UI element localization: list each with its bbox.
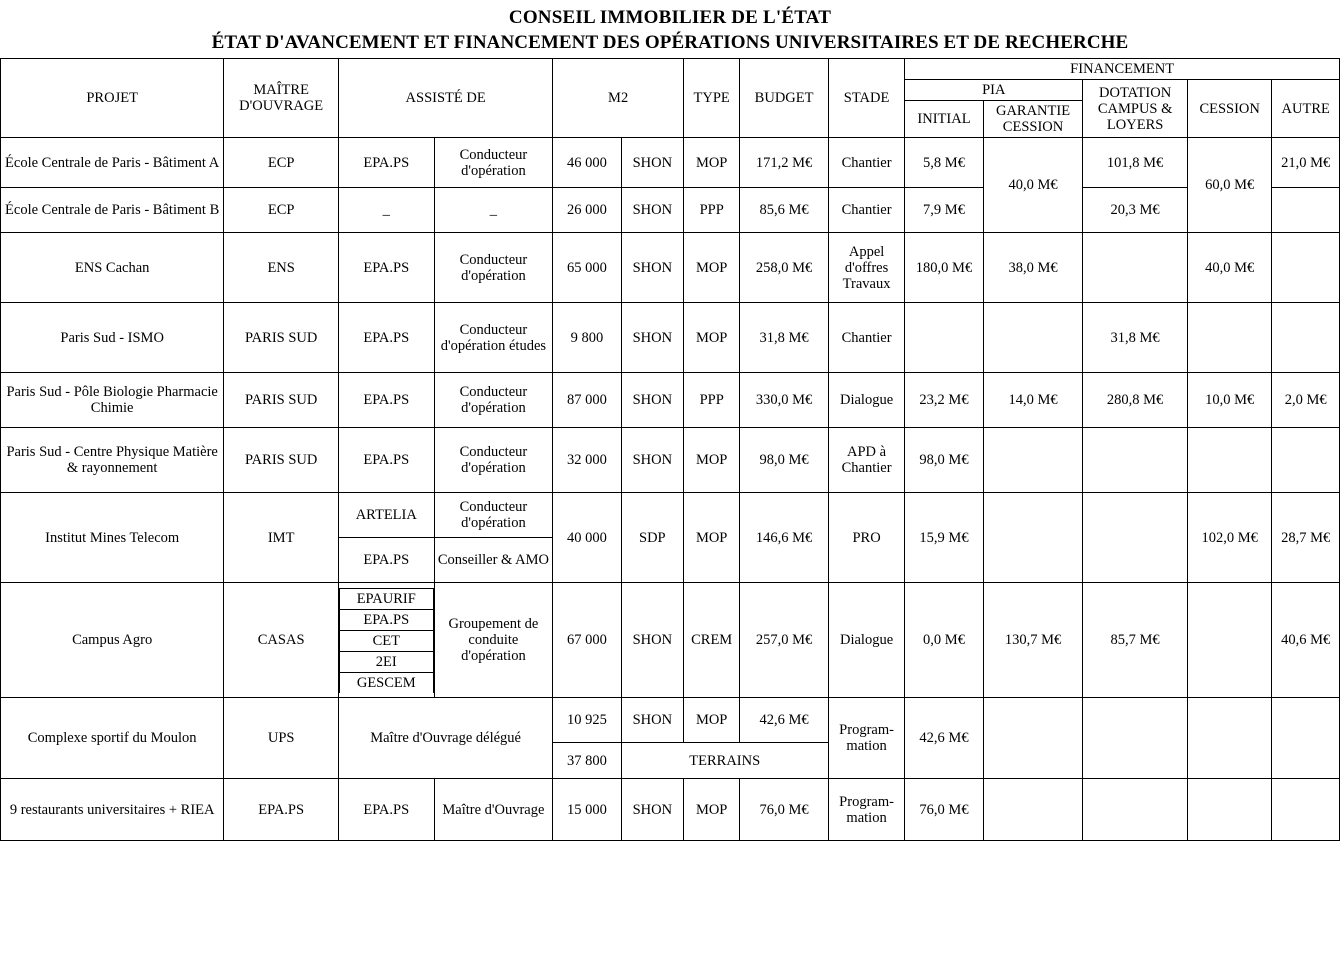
cell-autre — [1272, 428, 1340, 493]
cell-maitre: ECP — [224, 138, 339, 188]
cell-autre: 21,0 M€ — [1272, 138, 1340, 188]
cell-budget: 42,6 M€ — [740, 698, 829, 743]
cell-maitre: ENS — [224, 233, 339, 303]
cell-autre — [1272, 188, 1340, 233]
cell-garantie: 40,0 M€ — [983, 138, 1083, 233]
cell-budget: 330,0 M€ — [740, 373, 829, 428]
cell-m2: 9 800 — [553, 303, 621, 373]
cell-assiste-role: Conducteur d'opération — [434, 233, 553, 303]
cell-budget: 171,2 M€ — [740, 138, 829, 188]
assiste-org-item: EPA.PS — [339, 609, 433, 630]
assiste-org-row — [339, 651, 433, 672]
cell-unite: SHON — [621, 698, 683, 743]
cell-unite: SHON — [621, 303, 683, 373]
cell-assiste-role: Maître d'Ouvrage délégué — [338, 698, 552, 779]
cell-maitre: UPS — [224, 698, 339, 779]
cell-projet: Paris Sud - Centre Physique Matière & rayonnement — [1, 428, 224, 493]
cell-budget: 85,6 M€ — [740, 188, 829, 233]
cell-projet: 9 restaurants universitaires + RIEA — [1, 779, 224, 841]
cell-initial: 76,0 M€ — [905, 779, 983, 841]
table-row — [1, 303, 1340, 373]
cell-cession — [1187, 583, 1271, 698]
header-type: TYPE — [684, 59, 740, 138]
cell-projet: École Centrale de Paris - Bâtiment A — [1, 138, 224, 188]
header-garantie-cession: GARANTIE CESSION — [983, 101, 1083, 138]
cell-m2: 46 000 — [553, 138, 621, 188]
cell-unite: SHON — [621, 583, 683, 698]
cell-cession — [1187, 698, 1271, 779]
title-line-2: ÉTAT D'AVANCEMENT ET FINANCEMENT DES OPÉRATIONS UNIVERSITAIRES ET DE RECHERCHE — [211, 32, 1129, 53]
header-stade: STADE — [828, 59, 904, 138]
cell-initial: 23,2 M€ — [905, 373, 983, 428]
cell-unite: SHON — [621, 428, 683, 493]
cell-m2: 10 925 — [553, 698, 621, 743]
cell-m2: 67 000 — [553, 583, 621, 698]
assiste-org-item: GESCEM — [339, 672, 433, 693]
cell-type: PPP — [684, 188, 740, 233]
assiste-org-row — [339, 672, 433, 693]
cell-dotation: 85,7 M€ — [1083, 583, 1188, 698]
cell-m2: 15 000 — [553, 779, 621, 841]
cell-projet: Complexe sportif du Moulon — [1, 698, 224, 779]
table-row — [1, 493, 1340, 538]
assiste-org-item: CET — [339, 630, 433, 651]
cell-cession — [1187, 779, 1271, 841]
cell-assiste-org: EPA.PS — [338, 779, 434, 841]
cell-assiste-org: EPA.PS — [338, 373, 434, 428]
cell-dotation — [1083, 428, 1188, 493]
cell-m2-secondary: 37 800 — [553, 743, 621, 779]
cell-budget: 146,6 M€ — [740, 493, 829, 583]
cell-projet: Campus Agro — [1, 583, 224, 698]
cell-maitre: EPA.PS — [224, 779, 339, 841]
cell-cession: 60,0 M€ — [1187, 138, 1271, 233]
cell-assiste-role: Conducteur d'opération — [434, 428, 553, 493]
cell-type: CREM — [684, 583, 740, 698]
header-initial: INITIAL — [905, 101, 983, 138]
cell-unite: SHON — [621, 373, 683, 428]
cell-garantie — [983, 428, 1083, 493]
cell-maitre: CASAS — [224, 583, 339, 698]
cell-assiste-role: Conseiller & AMO — [434, 538, 553, 583]
cell-initial: 7,9 M€ — [905, 188, 983, 233]
cell-dotation — [1083, 233, 1188, 303]
cell-initial: 15,9 M€ — [905, 493, 983, 583]
cell-m2: 26 000 — [553, 188, 621, 233]
cell-stade: Program-mation — [828, 698, 904, 779]
cell-assiste-org: EPA.PS — [338, 538, 434, 583]
cell-stade: Dialogue — [828, 373, 904, 428]
cell-budget: 76,0 M€ — [740, 779, 829, 841]
header-autre: AUTRE — [1272, 80, 1340, 138]
cell-maitre: PARIS SUD — [224, 428, 339, 493]
cell-unite: SHON — [621, 138, 683, 188]
cell-autre: 28,7 M€ — [1272, 493, 1340, 583]
cell-initial: 98,0 M€ — [905, 428, 983, 493]
cell-dotation: 280,8 M€ — [1083, 373, 1188, 428]
cell-dotation — [1083, 779, 1188, 841]
assiste-org-row — [339, 588, 433, 609]
header-m2: M2 — [553, 59, 684, 138]
cell-type: MOP — [684, 779, 740, 841]
table-row — [1, 583, 1340, 698]
table-header — [1, 59, 1340, 138]
cell-budget: 257,0 M€ — [740, 583, 829, 698]
operations-table — [0, 58, 1340, 841]
cell-stade: Dialogue — [828, 583, 904, 698]
cell-stade: Chantier — [828, 188, 904, 233]
cell-assiste-org-list — [338, 583, 434, 698]
cell-maitre: PARIS SUD — [224, 373, 339, 428]
cell-maitre: ECP — [224, 188, 339, 233]
assiste-org-row — [339, 630, 433, 651]
cell-m2: 32 000 — [553, 428, 621, 493]
cell-projet: ENS Cachan — [1, 233, 224, 303]
cell-assiste-role: Conducteur d'opération — [434, 373, 553, 428]
cell-initial — [905, 303, 983, 373]
header-projet: PROJET — [1, 59, 224, 138]
cell-stade: APD à Chantier — [828, 428, 904, 493]
cell-dotation: 101,8 M€ — [1083, 138, 1188, 188]
table-row — [1, 698, 1340, 743]
cell-unite: SHON — [621, 233, 683, 303]
cell-assiste-role: Conducteur d'opération — [434, 493, 553, 538]
cell-assiste-org: EPA.PS — [338, 303, 434, 373]
cell-budget: 258,0 M€ — [740, 233, 829, 303]
header-pia: PIA — [905, 80, 1083, 101]
cell-budget: 98,0 M€ — [740, 428, 829, 493]
cell-initial: 5,8 M€ — [905, 138, 983, 188]
cell-garantie — [983, 303, 1083, 373]
cell-garantie — [983, 779, 1083, 841]
table-row — [1, 188, 1340, 233]
cell-assiste-role: Groupement de conduite d'opération — [434, 583, 553, 698]
cell-type: MOP — [684, 303, 740, 373]
cell-assiste-org: EPA.PS — [338, 138, 434, 188]
table-row — [1, 779, 1340, 841]
cell-projet: Institut Mines Telecom — [1, 493, 224, 583]
cell-m2: 65 000 — [553, 233, 621, 303]
cell-dotation: 31,8 M€ — [1083, 303, 1188, 373]
cell-initial: 180,0 M€ — [905, 233, 983, 303]
cell-assiste-role: Maître d'Ouvrage — [434, 779, 553, 841]
cell-m2: 87 000 — [553, 373, 621, 428]
cell-cession: 10,0 M€ — [1187, 373, 1271, 428]
table-row — [1, 233, 1340, 303]
header-cession: CESSION — [1187, 80, 1271, 138]
cell-autre: 40,6 M€ — [1272, 583, 1340, 698]
cell-autre — [1272, 303, 1340, 373]
cell-m2: 40 000 — [553, 493, 621, 583]
assiste-org-sublist — [339, 588, 434, 693]
table-row — [1, 138, 1340, 188]
header-assiste-de: ASSISTÉ DE — [338, 59, 552, 138]
cell-cession — [1187, 303, 1271, 373]
cell-autre — [1272, 698, 1340, 779]
cell-cession: 102,0 M€ — [1187, 493, 1271, 583]
cell-maitre: IMT — [224, 493, 339, 583]
cell-stade: Appel d'offres Travaux — [828, 233, 904, 303]
cell-unite: SDP — [621, 493, 683, 583]
cell-type: MOP — [684, 138, 740, 188]
cell-garantie: 130,7 M€ — [983, 583, 1083, 698]
cell-unite-secondary: TERRAINS — [621, 743, 828, 779]
cell-projet: École Centrale de Paris - Bâtiment B — [1, 188, 224, 233]
assiste-org-item: 2EI — [339, 651, 433, 672]
cell-type: MOP — [684, 233, 740, 303]
cell-dotation — [1083, 493, 1188, 583]
cell-assiste-org: EPA.PS — [338, 233, 434, 303]
cell-unite: SHON — [621, 779, 683, 841]
table-row — [1, 373, 1340, 428]
assiste-org-item: EPAURIF — [339, 588, 433, 609]
cell-unite: SHON — [621, 188, 683, 233]
cell-autre: 2,0 M€ — [1272, 373, 1340, 428]
cell-type: MOP — [684, 698, 740, 743]
cell-type: PPP — [684, 373, 740, 428]
cell-budget: 31,8 M€ — [740, 303, 829, 373]
cell-assiste-org: ARTELIA — [338, 493, 434, 538]
cell-type: MOP — [684, 428, 740, 493]
header-maitre-ouvrage: MAÎTRE D'OUVRAGE — [224, 59, 339, 138]
header-budget: BUDGET — [740, 59, 829, 138]
table-row — [1, 428, 1340, 493]
cell-stade: Program-mation — [828, 779, 904, 841]
cell-assiste-role: _ — [434, 188, 553, 233]
title-line-1: CONSEIL IMMOBILIER DE L'ÉTAT — [508, 7, 832, 28]
table-body — [1, 138, 1340, 841]
cell-garantie — [983, 493, 1083, 583]
cell-garantie: 14,0 M€ — [983, 373, 1083, 428]
header-financement: FINANCEMENT — [905, 59, 1340, 80]
header-row-1 — [1, 59, 1340, 80]
cell-dotation: 20,3 M€ — [1083, 188, 1188, 233]
document-title-block — [0, 0, 1340, 58]
cell-assiste-role: Conducteur d'opération études — [434, 303, 553, 373]
cell-autre — [1272, 779, 1340, 841]
cell-initial: 42,6 M€ — [905, 698, 983, 779]
cell-garantie — [983, 698, 1083, 779]
cell-assiste-role: Conducteur d'opération — [434, 138, 553, 188]
cell-cession: 40,0 M€ — [1187, 233, 1271, 303]
cell-assiste-org: EPA.PS — [338, 428, 434, 493]
cell-garantie: 38,0 M€ — [983, 233, 1083, 303]
cell-assiste-org: _ — [338, 188, 434, 233]
cell-stade: PRO — [828, 493, 904, 583]
assiste-org-row — [339, 609, 433, 630]
cell-stade: Chantier — [828, 303, 904, 373]
cell-cession — [1187, 428, 1271, 493]
cell-initial: 0,0 M€ — [905, 583, 983, 698]
cell-dotation — [1083, 698, 1188, 779]
cell-type: MOP — [684, 493, 740, 583]
cell-stade: Chantier — [828, 138, 904, 188]
header-dotation-campus-loyers: DOTATION CAMPUS & LOYERS — [1083, 80, 1188, 138]
cell-maitre: PARIS SUD — [224, 303, 339, 373]
cell-projet: Paris Sud - ISMO — [1, 303, 224, 373]
cell-projet: Paris Sud - Pôle Biologie Pharmacie Chimie — [1, 373, 224, 428]
cell-autre — [1272, 233, 1340, 303]
